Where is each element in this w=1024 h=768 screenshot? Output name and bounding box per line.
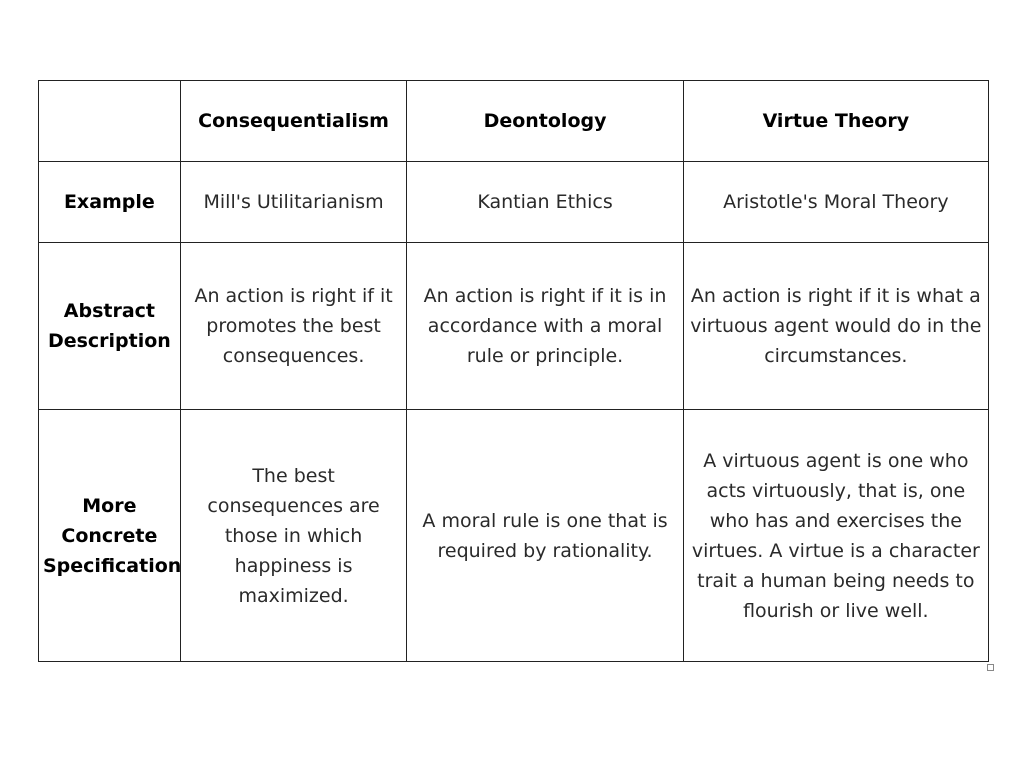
table-row <box>39 410 989 662</box>
column-header-deontology: Deontology <box>407 81 683 162</box>
row-header-example: Example <box>39 162 181 243</box>
table-cell: A moral rule is one that is required by rationality. <box>407 410 683 662</box>
table-cell: Aristotle's Moral Theory <box>683 162 988 243</box>
header-row <box>39 81 989 162</box>
table-cell: A virtuous agent is one who acts virtuously, that is, one who has and exercises the virtues. A virtue is a character trait a human being needs to flourish or live well. <box>683 410 988 662</box>
table-row <box>39 243 989 410</box>
row-header-more-concrete-specification: More Concrete Specification <box>39 410 181 662</box>
table-cell: The best consequences are those in which happiness is maximized. <box>180 410 407 662</box>
table-cell: An action is right if it promotes the best consequences. <box>180 243 407 410</box>
table-row <box>39 162 989 243</box>
column-header-virtue-theory: Virtue Theory <box>683 81 988 162</box>
ethics-comparison-table <box>38 80 989 662</box>
corner-cell <box>39 81 181 162</box>
table-cell: An action is right if it is what a virtuous agent would do in the circumstances. <box>683 243 988 410</box>
table-cell: Kantian Ethics <box>407 162 683 243</box>
row-header-abstract-description: Abstract Description <box>39 243 181 410</box>
table-cell: An action is right if it is in accordance with a moral rule or principle. <box>407 243 683 410</box>
table-cell: Mill's Utilitarianism <box>180 162 407 243</box>
column-header-consequentialism: Consequentialism <box>180 81 407 162</box>
table-resize-handle[interactable] <box>987 664 994 671</box>
